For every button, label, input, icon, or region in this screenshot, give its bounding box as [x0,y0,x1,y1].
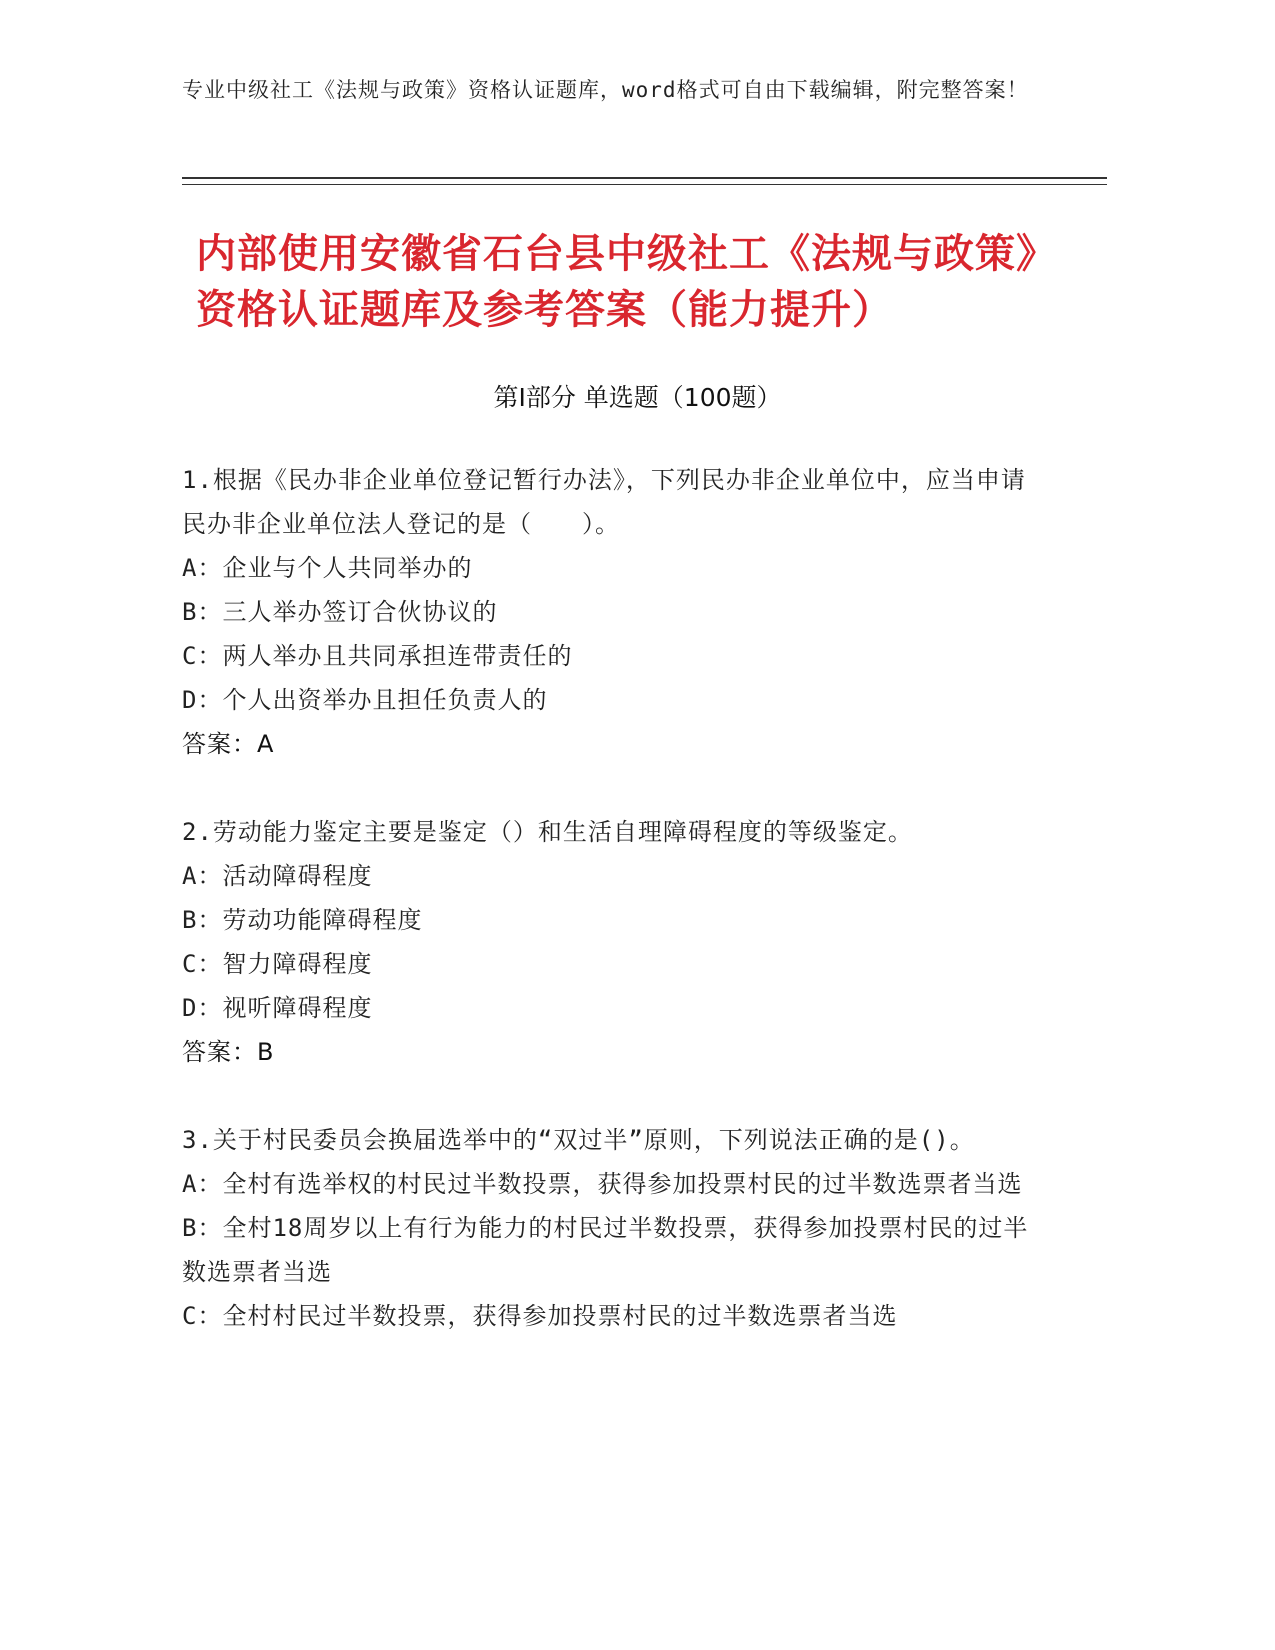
question-list [182,458,1042,1382]
header-note: 专业中级社工《法规与政策》资格认证题库，word格式可自由下载编辑，附完整答案！ [182,78,1029,102]
document-title: 内部使用安徽省石台县中级社工《法规与政策》资格认证题库及参考答案（能力提升） [196,231,1057,333]
option-c: C：智力障碍程度 [182,950,373,978]
option-c: C：全村村民过半数投票，获得参加投票村民的过半数选票者当选 [182,1302,898,1330]
option-d: D：视听障碍程度 [182,994,373,1022]
option-d: D：个人出资举办且担任负责人的 [182,686,548,714]
header-rule-thin [182,184,1107,185]
answer: 答案：A [182,730,275,758]
option-c: C：两人举办且共同承担连带责任的 [182,642,573,670]
option-a: A：全村有选举权的村民过半数投票，获得参加投票村民的过半数选票者当选 [182,1170,1023,1198]
question-stem: 1.根据《民办非企业单位登记暂行办法》，下列民办非企业单位中，应当申请民办非企业单位法人登记的是（ ）。 [182,466,1026,538]
header-rule-thick [182,177,1107,179]
answer: 答案：B [182,1038,275,1066]
question-stem: 3.关于村民委员会换届选举中的“双过半”原则，下列说法正确的是()。 [182,1126,975,1154]
option-b: B：全村18周岁以上有行为能力的村民过半数投票，获得参加投票村民的过半数选票者当选 [182,1214,1029,1286]
question-2 [182,810,1042,1074]
question-stem: 2.劳动能力鉴定主要是鉴定（）和生活自理障碍程度的等级鉴定。 [182,818,913,846]
option-b: B：劳动功能障碍程度 [182,906,423,934]
question-1 [182,458,1042,766]
section-title: 第Ⅰ部分 单选题（100题） [493,383,782,412]
option-a: A：企业与个人共同举办的 [182,554,473,582]
option-a: A：活动障碍程度 [182,862,373,890]
question-3 [182,1118,1042,1338]
option-b: B：三人举办签订合伙协议的 [182,598,498,626]
